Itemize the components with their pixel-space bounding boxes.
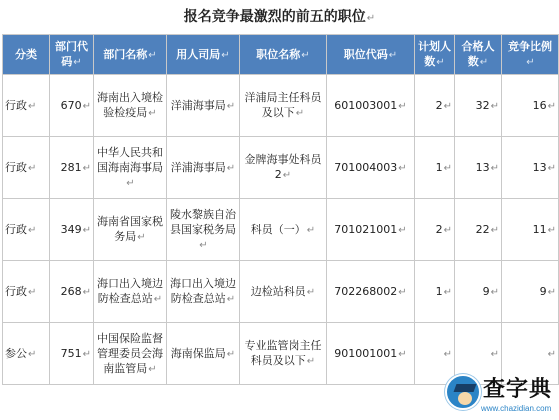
cell-text: 2 <box>435 98 443 112</box>
cell-position-name <box>240 261 327 323</box>
cell-position-code <box>327 261 415 323</box>
cell-text: 901001001 <box>334 346 398 360</box>
table-header-row <box>3 35 559 75</box>
cell-text: 13 <box>532 160 547 174</box>
cell-text: 701021001 <box>334 222 398 236</box>
return-mark-icon: ↵ <box>443 286 452 298</box>
cell-dept-name <box>94 75 167 137</box>
cell-dept-code <box>50 261 94 323</box>
cell-text: 中国保险监督管理委员会海南监管局 <box>97 331 163 375</box>
cell-dept-name <box>94 323 167 385</box>
table-row <box>3 261 559 323</box>
return-mark-icon: ↵ <box>547 162 556 174</box>
cell-planned <box>415 137 455 199</box>
cell-text: 32 <box>475 98 490 112</box>
return-mark-icon: ↵ <box>547 286 556 298</box>
cell-category <box>3 137 50 199</box>
cell-dept-code <box>50 323 94 385</box>
cell-planned <box>415 75 455 137</box>
cell-bureau <box>167 323 240 385</box>
return-mark-icon: ↵ <box>443 224 452 236</box>
header-planned <box>415 35 455 75</box>
cell-dept-name <box>94 261 167 323</box>
return-mark-icon: ↵ <box>547 224 556 236</box>
return-mark-icon: ↵ <box>398 348 407 360</box>
cell-position-name <box>240 323 327 385</box>
cell-text: 海口出入境边防检查总站 <box>97 277 163 305</box>
cell-qualified <box>455 199 502 261</box>
return-mark-icon: ↵ <box>388 49 398 61</box>
return-mark-icon: ↵ <box>82 348 91 360</box>
return-mark-icon: ↵ <box>82 286 91 298</box>
header-label: 竞争比例 <box>508 40 552 53</box>
header-qualified <box>455 35 502 75</box>
return-mark-icon: ↵ <box>282 170 292 181</box>
return-mark-icon: ↵ <box>73 57 82 68</box>
header-ratio <box>502 35 559 75</box>
positions-table <box>2 34 559 385</box>
cell-position-name <box>240 137 327 199</box>
return-mark-icon: ↵ <box>82 162 91 174</box>
cell-category <box>3 261 50 323</box>
cell-bureau <box>167 261 240 323</box>
header-label: 计划人数 <box>418 40 451 68</box>
return-mark-icon: ↵ <box>547 348 556 360</box>
header-label: 合格人数 <box>461 40 495 68</box>
return-mark-icon: ↵ <box>148 49 157 61</box>
cell-position-name <box>240 199 327 261</box>
cell-text: 海南省国家税务局 <box>97 215 163 243</box>
cell-text: 海南出入境检验检疫局 <box>97 91 163 119</box>
return-mark-icon: ↵ <box>398 162 407 174</box>
cell-text: 601003001 <box>334 98 398 112</box>
cell-ratio <box>502 261 559 323</box>
cell-position-code <box>327 75 415 137</box>
cell-dept-code <box>50 137 94 199</box>
cell-text: 海口出入境边防检查总站 <box>170 277 236 305</box>
cell-text: 13 <box>475 160 490 174</box>
cell-text: 科员（一） <box>250 222 306 236</box>
header-label: 部门代码 <box>55 40 88 68</box>
graduate-mascot-icon <box>445 374 481 410</box>
return-mark-icon: ↵ <box>226 294 236 305</box>
table-body <box>3 75 559 385</box>
return-mark-icon: ↵ <box>28 286 37 298</box>
return-mark-icon: ↵ <box>366 13 376 24</box>
cell-text: 670 <box>60 98 82 112</box>
cell-text: 洋浦海事局 <box>170 98 226 112</box>
cell-text: 参公 <box>5 346 27 360</box>
cell-dept-code <box>50 199 94 261</box>
cell-position-name <box>240 75 327 137</box>
return-mark-icon: ↵ <box>490 162 499 174</box>
cell-planned <box>415 199 455 261</box>
cell-text: 349 <box>60 222 82 236</box>
return-mark-icon: ↵ <box>490 348 499 360</box>
return-mark-icon: ↵ <box>490 100 499 112</box>
return-mark-icon: ↵ <box>490 224 499 236</box>
cell-qualified <box>455 137 502 199</box>
watermark-logo <box>443 368 555 418</box>
watermark-name: 查字典 <box>483 377 553 402</box>
cell-text: 行政 <box>5 160 27 174</box>
cell-ratio <box>502 199 559 261</box>
return-mark-icon: ↵ <box>443 348 452 360</box>
return-mark-icon: ↵ <box>306 286 316 298</box>
return-mark-icon: ↵ <box>306 224 316 236</box>
cell-dept-code <box>50 75 94 137</box>
return-mark-icon: ↵ <box>28 100 37 112</box>
cell-category <box>3 199 50 261</box>
return-mark-icon: ↵ <box>479 57 489 68</box>
cell-text: 2 <box>435 222 443 236</box>
cell-text: 陵水黎族自治县国家税务局 <box>170 207 236 236</box>
return-mark-icon: ↵ <box>82 100 91 112</box>
return-mark-icon: ↵ <box>398 100 407 112</box>
cell-text: 金牌海事处科员 2 <box>244 153 322 181</box>
return-mark-icon: ↵ <box>153 294 163 305</box>
cell-text: 行政 <box>5 222 27 236</box>
return-mark-icon: ↵ <box>490 286 499 298</box>
cell-text: 16 <box>532 98 547 112</box>
cell-text: 268 <box>60 284 82 298</box>
cell-planned <box>415 261 455 323</box>
cell-text: 22 <box>475 222 490 236</box>
header-dept-name <box>94 35 167 75</box>
cell-ratio <box>502 137 559 199</box>
cell-text: 751 <box>60 346 82 360</box>
return-mark-icon: ↵ <box>443 162 452 174</box>
table-row <box>3 75 559 137</box>
cell-text: 行政 <box>5 98 27 112</box>
return-mark-icon: ↵ <box>443 100 452 112</box>
return-mark-icon: ↵ <box>526 57 535 68</box>
return-mark-icon: ↵ <box>148 363 157 375</box>
cell-qualified <box>455 261 502 323</box>
header-label: 职位名称 <box>256 47 301 61</box>
cell-text: 专业监管岗主任科员及以下 <box>244 339 322 367</box>
table-row <box>3 137 559 199</box>
header-category <box>3 35 50 75</box>
return-mark-icon: ↵ <box>226 348 236 360</box>
cell-position-code <box>327 137 415 199</box>
cell-qualified <box>455 75 502 137</box>
header-label: 分类 <box>15 48 37 61</box>
return-mark-icon: ↵ <box>226 100 236 112</box>
cell-text: 中华人民共和国海南海事局 <box>97 145 163 174</box>
cell-category <box>3 75 50 137</box>
header-position-name <box>240 35 327 75</box>
cell-bureau <box>167 199 240 261</box>
return-mark-icon: ↵ <box>306 356 316 367</box>
cell-bureau <box>167 75 240 137</box>
cell-ratio <box>502 75 559 137</box>
cell-category <box>3 323 50 385</box>
cell-text: 281 <box>60 160 82 174</box>
header-label: 部门名称 <box>103 47 148 61</box>
return-mark-icon: ↵ <box>126 177 135 189</box>
return-mark-icon: ↵ <box>398 286 407 298</box>
cell-text: 海南保监局 <box>170 346 226 360</box>
return-mark-icon: ↵ <box>28 224 37 236</box>
return-mark-icon: ↵ <box>226 162 236 174</box>
return-mark-icon: ↵ <box>148 108 157 119</box>
return-mark-icon: ↵ <box>436 57 445 68</box>
return-mark-icon: ↵ <box>301 49 310 61</box>
cell-position-code <box>327 323 415 385</box>
cell-text: 洋浦海事局 <box>170 160 226 174</box>
cell-bureau <box>167 137 240 199</box>
return-mark-icon: ↵ <box>221 49 230 61</box>
return-mark-icon: ↵ <box>28 348 37 360</box>
cell-text: 701004003 <box>334 160 398 174</box>
header-position-code <box>327 35 415 75</box>
header-label: 用人司局 <box>176 47 221 61</box>
cell-text: 9 <box>539 284 547 298</box>
cell-text: 洋浦局主任科员及以下 <box>244 91 322 119</box>
cell-text: 9 <box>482 284 490 298</box>
page-title-text: 报名竞争最激烈的前五的职位 <box>183 9 366 25</box>
return-mark-icon: ↵ <box>398 224 407 236</box>
watermark-url: www.chazidian.com <box>481 404 552 413</box>
cell-text: 702268002 <box>334 284 398 298</box>
cell-text: 1 <box>435 160 443 174</box>
cell-text: 1 <box>435 284 443 298</box>
return-mark-icon: ↵ <box>295 108 305 119</box>
return-mark-icon: ↵ <box>547 100 556 112</box>
return-mark-icon: ↵ <box>199 239 208 251</box>
header-label: 职位代码 <box>343 47 388 61</box>
cell-dept-name <box>94 199 167 261</box>
header-bureau <box>167 35 240 75</box>
return-mark-icon: ↵ <box>82 224 91 236</box>
cell-dept-name <box>94 137 167 199</box>
table-row <box>3 199 559 261</box>
return-mark-icon: ↵ <box>28 162 37 174</box>
page-title <box>0 0 559 34</box>
cell-text: 11 <box>532 222 547 236</box>
cell-text: 行政 <box>5 284 27 298</box>
cell-position-code <box>327 199 415 261</box>
header-dept-code <box>50 35 94 75</box>
cell-text: 边检站科员 <box>250 284 306 298</box>
return-mark-icon: ↵ <box>137 232 146 243</box>
